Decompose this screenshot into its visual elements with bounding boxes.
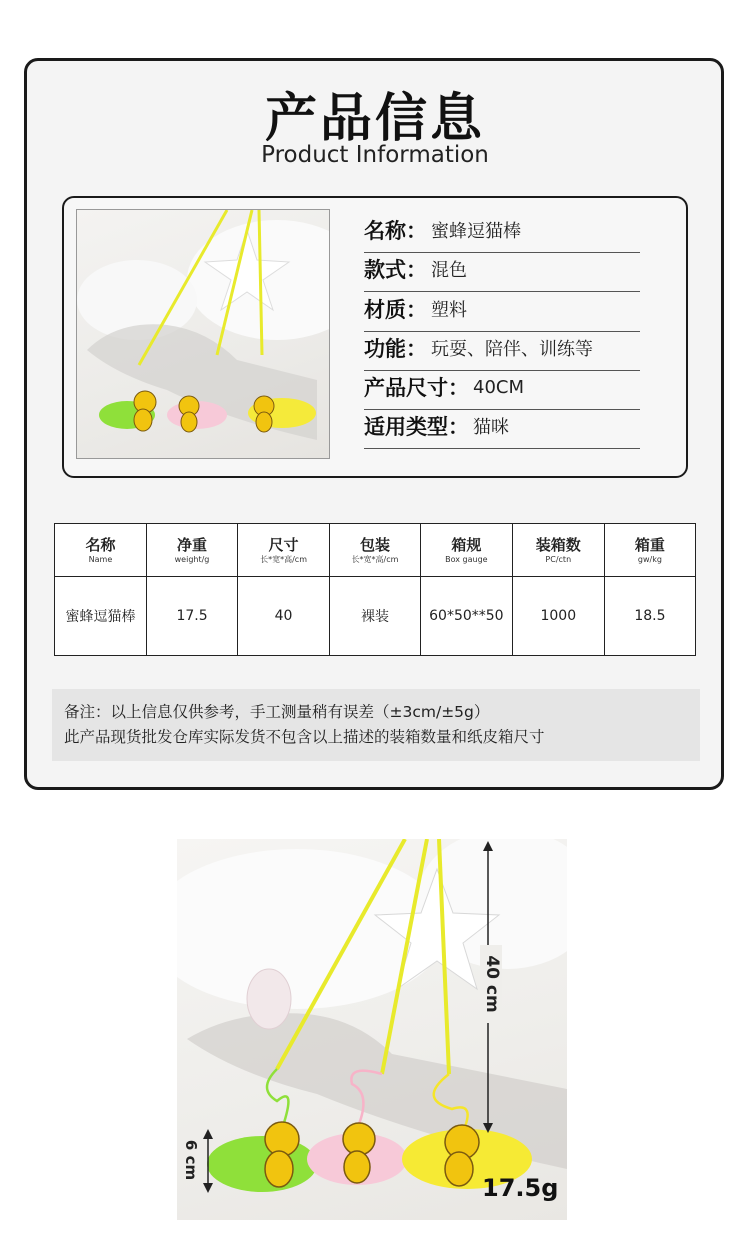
note-line-2: 此产品现货批发仓库实际发货不包含以上描述的装箱数量和纸皮箱尺寸 <box>64 728 545 746</box>
disclaimer-note <box>52 689 700 761</box>
spec-value: 猫咪 <box>473 417 509 438</box>
spec-label: 款式： <box>364 258 427 282</box>
spec-row-function <box>364 333 640 371</box>
spec-value: 玩耍、陪伴、训练等 <box>431 339 593 360</box>
table-header-cell: 包装 长*宽*高/cm <box>330 524 421 577</box>
spec-label: 适用类型： <box>364 415 469 439</box>
table-header-cell: 名称 Name <box>55 524 147 577</box>
spec-label: 功能： <box>364 337 427 361</box>
table-cell: 裸装 <box>330 577 421 656</box>
table-header-cell: 箱重 gw/kg <box>604 524 695 577</box>
head-dimension-label: 6 cm <box>182 1139 200 1181</box>
table-cell: 60*50**50 <box>420 577 512 656</box>
table-header-row <box>55 524 696 577</box>
table-cell: 蜜蜂逗猫棒 <box>55 577 147 656</box>
page-title: 产品信息 <box>264 89 485 149</box>
spec-row-material <box>364 294 640 332</box>
weight-label: 17.5g <box>482 1174 559 1202</box>
packing-table <box>54 523 696 656</box>
note-line-1: 备注：以上信息仅供参考，手工测量稍有误差（±3cm/±5g） <box>64 703 490 721</box>
table-header-cell: 净重 weight/g <box>146 524 237 577</box>
table-row <box>55 577 696 656</box>
spec-value: 蜜蜂逗猫棒 <box>431 221 521 242</box>
length-dimension-label: 40 cm <box>480 945 502 1023</box>
spec-label: 材质： <box>364 298 427 322</box>
spec-label: 名称： <box>364 219 427 243</box>
page-subtitle: Product Information <box>261 142 489 168</box>
length-dimension-label-box <box>471 945 511 1023</box>
spec-label: 产品尺寸： <box>364 376 469 400</box>
product-thumbnail <box>76 209 330 459</box>
table-header-cell: 箱规 Box gauge <box>420 524 512 577</box>
table-cell: 1000 <box>512 577 604 656</box>
spec-row-size <box>364 372 640 410</box>
table-cell: 18.5 <box>604 577 695 656</box>
table-header-cell: 尺寸 长*宽*高/cm <box>238 524 330 577</box>
spec-value: 混色 <box>431 260 467 281</box>
product-size-photo <box>177 839 567 1220</box>
table-cell: 40 <box>238 577 330 656</box>
bee-wand-photo-icon <box>177 839 567 1220</box>
spec-value: 40CM <box>473 376 525 398</box>
spec-value: 塑料 <box>431 300 467 321</box>
table-cell: 17.5 <box>146 577 237 656</box>
spec-row-name <box>364 215 640 253</box>
table-header-cell: 装箱数 PC/ctn <box>512 524 604 577</box>
spec-row-style <box>364 254 640 292</box>
spec-row-type <box>364 411 640 449</box>
product-photo-icon <box>77 210 330 459</box>
head-dimension-label-box <box>168 1140 222 1180</box>
